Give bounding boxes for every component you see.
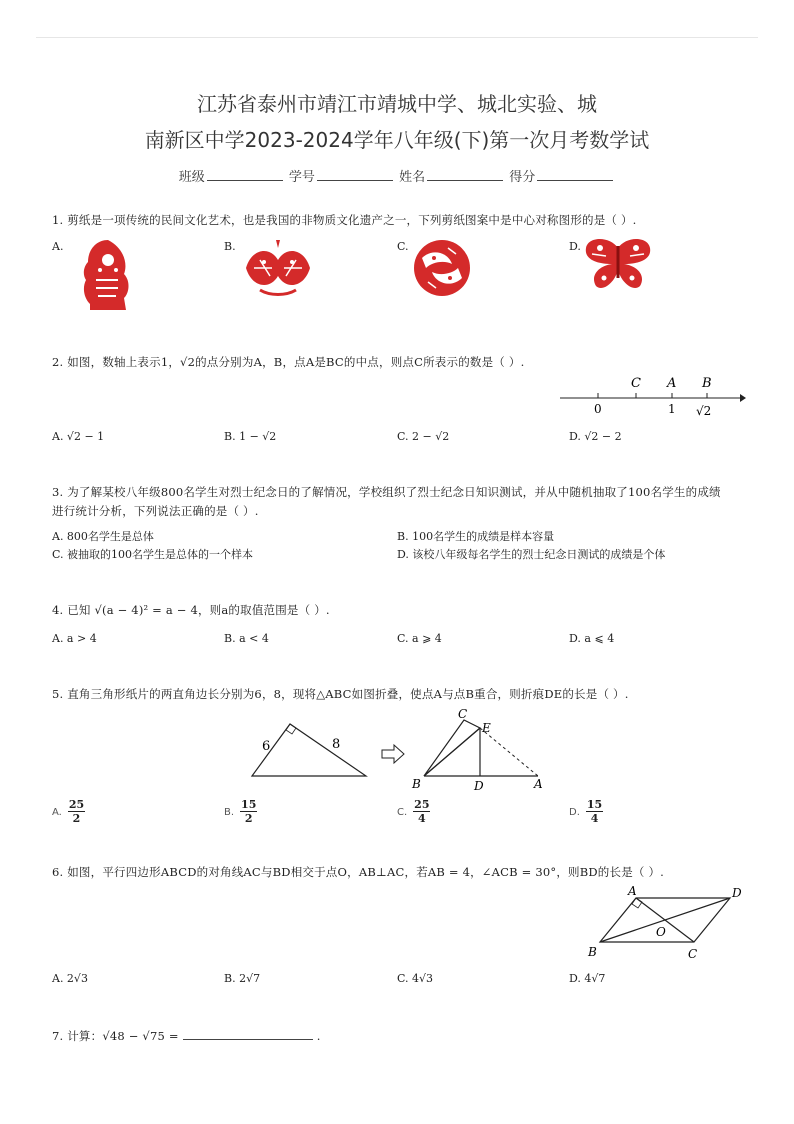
question-3-stem-line-1: 3. 为了解某校八年级800名学生对烈士纪念日的了解情况，学校组织了烈士纪念日知识测试，并从中随机抽取了100名学生的成绩 <box>52 485 721 499</box>
q5-option-b-key: B. <box>224 806 235 818</box>
q5-c-denominator: 4 <box>418 812 426 825</box>
q5-option-a[interactable] <box>52 798 85 825</box>
q2-option-c[interactable]: C. 2 − √2 <box>397 430 450 443</box>
q4-option-b[interactable]: B. a < 4 <box>224 632 269 645</box>
q6-option-a[interactable]: A. 2√3 <box>52 972 88 985</box>
para-point-d-label: D <box>732 886 742 900</box>
q5-a-denominator: 2 <box>72 812 81 825</box>
papercut-butterfly-image[interactable] <box>582 234 654 292</box>
q5-b-denominator: 2 <box>244 812 253 825</box>
name-label: 姓名 <box>399 170 426 185</box>
fold-point-b-label: B <box>412 777 421 791</box>
tick-zero-label: 0 <box>594 402 602 416</box>
question-7-tail: . <box>316 1029 321 1043</box>
q6-option-c[interactable]: C. 4√3 <box>397 972 434 985</box>
class-field[interactable] <box>207 166 283 181</box>
q5-option-c-key: C. <box>397 806 408 818</box>
point-c-label: C <box>631 376 641 391</box>
parallelogram-diagram <box>584 884 748 962</box>
point-b-label: B <box>702 376 712 391</box>
question-6-stem: 6. 如图，平行四边形ABCD的对角线AC与BD相交于点O，AB⊥AC，若AB = 4，∠ACB = 30°，则BD的长是（ ）. <box>52 865 665 879</box>
q5-c-numerator: 25 <box>414 798 430 811</box>
fold-point-d-label: D <box>474 779 484 793</box>
tick-sqrt2-label: √2 <box>696 404 712 418</box>
question-7-stem: 7. 计算：√48 − √75 = <box>52 1029 179 1043</box>
q6-option-b[interactable]: B. 2√7 <box>224 972 261 985</box>
header-rule <box>36 37 758 38</box>
para-point-a-label: A <box>628 884 637 898</box>
name-field[interactable] <box>427 166 503 181</box>
question-5-stem: 5. 直角三角形纸片的两直角边长分别为6，8，现将△ABC如图折叠，使点A与点B重合，则折痕DE的长是（ ）. <box>52 687 629 701</box>
q5-a-numerator: 25 <box>68 798 85 811</box>
page-title-line-1: 江苏省泰州市靖江市靖城中学、城北实验、城 <box>197 92 597 116</box>
number-label: 学号 <box>288 170 315 185</box>
q5-option-d-key: D. <box>569 806 580 818</box>
score-field[interactable] <box>537 166 613 181</box>
q3-option-a[interactable]: A. 800名学生是总体 <box>52 530 154 543</box>
page-title-line-2: 南新区中学2023-2024学年八年级(下)第一次月考数学试 <box>144 128 650 152</box>
q5-option-c[interactable] <box>397 798 430 825</box>
papercut-twin-fish-image[interactable] <box>240 238 316 298</box>
q1-option-b-key[interactable]: B. <box>224 240 236 253</box>
student-info-row <box>0 166 794 185</box>
point-a-label: A <box>667 376 677 391</box>
fold-point-e-label: E <box>482 721 491 735</box>
q2-option-a[interactable]: A. √2 − 1 <box>52 430 105 443</box>
q1-option-d-key[interactable]: D. <box>569 240 581 253</box>
q2-option-d[interactable]: D. √2 − 2 <box>569 430 622 443</box>
para-point-c-label: C <box>688 947 698 961</box>
number-field[interactable] <box>317 166 393 181</box>
q5-d-denominator: 4 <box>590 812 599 825</box>
question-3-stem-line-2: 进行统计分析，下列说法正确的是（ ）. <box>52 504 259 518</box>
q5-d-numerator: 15 <box>586 798 603 811</box>
folding-triangle-diagram <box>244 706 554 794</box>
question-2-stem: 2. 如图，数轴上表示1，√2的点分别为A，B，点A是BC的中点，则点C所表示的数是（ ）. <box>52 355 525 369</box>
para-point-o-label: O <box>656 925 666 939</box>
q6-option-d[interactable]: D. 4√7 <box>569 972 606 985</box>
q3-option-d[interactable]: D. 该校八年级每名学生的烈士纪念日测试的成绩是个体 <box>397 548 666 561</box>
papercut-circular-fish-image[interactable] <box>410 236 474 300</box>
q4-option-d[interactable]: D. a ⩽ 4 <box>569 632 615 645</box>
q1-option-c-key[interactable]: C. <box>397 240 409 253</box>
fold-point-a-label: A <box>534 777 543 791</box>
q5-option-b[interactable] <box>224 798 257 825</box>
number-line-diagram <box>556 370 748 422</box>
q7-answer-field[interactable] <box>183 1027 313 1040</box>
q4-option-c[interactable]: C. a ⩾ 4 <box>397 632 442 645</box>
para-point-b-label: B <box>588 945 597 959</box>
q3-option-c[interactable]: C. 被抽取的100名学生是总体的一个样本 <box>52 548 254 561</box>
q3-option-b[interactable]: B. 100名学生的成绩是样本容量 <box>397 530 555 543</box>
q5-b-numerator: 15 <box>241 798 257 811</box>
question-1-stem: 1. 剪纸是一项传统的民间文化艺术，也是我国的非物质文化遗产之一，下列剪纸图案中是中心对称图形的是（ ）. <box>52 213 637 227</box>
q5-option-d[interactable] <box>569 798 603 825</box>
tick-one-label: 1 <box>668 402 676 416</box>
q2-option-b[interactable]: B. 1 − √2 <box>224 430 277 443</box>
score-label: 得分 <box>509 170 536 185</box>
leg-six-label: 6 <box>262 739 271 754</box>
q4-option-a[interactable]: A. a > 4 <box>52 632 97 645</box>
question-4-stem: 4. 已知 √(a − 4)² = a − 4，则a的取值范围是（ ）. <box>52 603 330 617</box>
papercut-figure-image[interactable] <box>78 236 134 312</box>
leg-eight-label: 8 <box>332 737 341 752</box>
class-label: 班级 <box>178 170 205 185</box>
q5-option-a-key: A. <box>52 806 62 818</box>
fold-point-c-label: C <box>458 707 468 721</box>
q1-option-a-key[interactable]: A. <box>52 240 64 253</box>
question-7-row <box>52 1027 321 1044</box>
